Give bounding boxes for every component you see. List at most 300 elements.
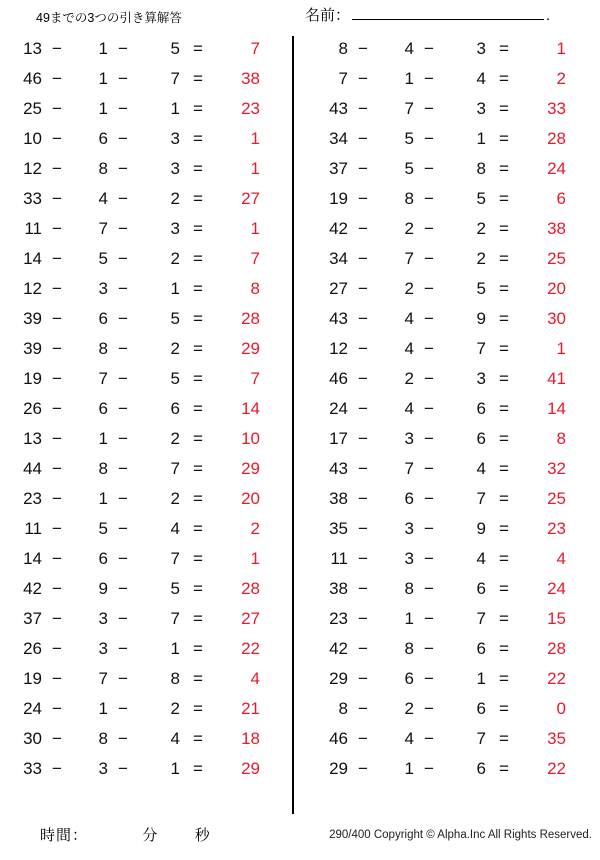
minus-icon: − [52,129,62,148]
minus-icon: − [358,429,368,448]
minus-icon: − [358,579,368,598]
problem-row [0,274,292,304]
minus-icon: − [358,639,368,658]
answer-value: 32 [547,459,566,478]
equals-icon: = [193,429,203,448]
equals-icon: = [193,129,203,148]
equals-icon: = [499,609,509,628]
problem-row [0,514,292,544]
operand-2: 1 [98,99,108,118]
operand-2: 9 [98,579,108,598]
minus-icon: − [118,729,128,748]
minus-icon: − [424,759,434,778]
operand-2: 6 [98,309,108,328]
problem-row [306,634,600,664]
minus-icon: − [424,339,434,358]
time-row [40,824,211,845]
operand-3: 6 [476,579,486,598]
answer-value: 1 [556,339,566,358]
problem-row [306,394,600,424]
operand-2: 4 [404,399,414,418]
operand-1: 29 [329,759,348,778]
operand-1: 38 [329,489,348,508]
operand-1: 13 [23,39,42,58]
operand-3: 1 [170,99,180,118]
problem-row [0,94,292,124]
minus-icon: − [358,309,368,328]
minus-icon: − [118,249,128,268]
minus-icon: − [52,489,62,508]
problem-row [306,184,600,214]
equals-icon: = [499,219,509,238]
equals-icon: = [193,369,203,388]
operand-3: 7 [170,549,180,568]
operand-3: 5 [476,189,486,208]
minus-icon: − [424,549,434,568]
minus-icon: − [118,339,128,358]
equals-icon: = [499,699,509,718]
equals-icon: = [193,489,203,508]
operand-1: 11 [24,519,42,538]
answer-value: 41 [547,369,566,388]
operand-1: 35 [329,519,348,538]
minus-icon: − [118,519,128,538]
operand-1: 43 [329,309,348,328]
operand-2: 4 [404,309,414,328]
minus-icon: − [358,129,368,148]
operand-3: 5 [170,309,180,328]
operand-3: 6 [476,399,486,418]
equals-icon: = [193,609,203,628]
minus-icon: − [118,39,128,58]
minus-icon: − [424,699,434,718]
problem-row [306,94,600,124]
answer-value: 4 [250,669,260,688]
equals-icon: = [193,99,203,118]
operand-2: 1 [404,759,414,778]
operand-3: 6 [476,699,486,718]
minus-icon: − [424,219,434,238]
operand-3: 1 [476,129,486,148]
operand-2: 6 [98,129,108,148]
operand-1: 8 [338,39,348,58]
minus-icon: − [52,99,62,118]
operand-2: 5 [98,249,108,268]
minus-icon: − [424,489,434,508]
minus-icon: − [118,309,128,328]
operand-1: 23 [329,609,348,628]
minus-icon: − [52,699,62,718]
operand-3: 6 [476,429,486,448]
name-input-line[interactable] [352,5,544,20]
equals-icon: = [499,669,509,688]
minus-icon: − [424,189,434,208]
equals-icon: = [193,519,203,538]
operand-2: 8 [98,339,108,358]
minus-icon: − [424,69,434,88]
operand-3: 3 [170,219,180,238]
equals-icon: = [499,429,509,448]
minus-icon: − [358,459,368,478]
answer-value: 20 [547,279,566,298]
equals-icon: = [193,729,203,748]
problem-row [0,334,292,364]
answer-value: 1 [250,219,260,238]
minus-icon: − [118,429,128,448]
operand-1: 27 [329,279,348,298]
minus-icon: − [424,429,434,448]
operand-2: 4 [98,189,108,208]
minus-icon: − [424,369,434,388]
answer-value: 33 [547,99,566,118]
minus-icon: − [118,639,128,658]
minus-icon: − [424,609,434,628]
operand-2: 3 [98,609,108,628]
minus-icon: − [424,519,434,538]
operand-1: 25 [23,99,42,118]
equals-icon: = [193,399,203,418]
answer-value: 22 [547,669,566,688]
answer-value: 23 [547,519,566,538]
operand-2: 3 [98,639,108,658]
problem-row [0,664,292,694]
minus-icon: − [424,39,434,58]
operand-3: 6 [170,399,180,418]
answer-value: 35 [547,729,566,748]
minus-icon: − [424,249,434,268]
operand-1: 46 [329,369,348,388]
operand-1: 11 [24,219,42,238]
operand-3: 3 [476,369,486,388]
problem-row [306,154,600,184]
name-label: 名前 [305,7,336,24]
problem-row [0,154,292,184]
operand-2: 3 [404,519,414,538]
operand-2: 7 [404,459,414,478]
equals-icon: = [193,669,203,688]
operand-2: 4 [404,339,414,358]
problem-row [306,124,600,154]
operand-3: 4 [476,69,486,88]
minus-icon: − [424,129,434,148]
operand-2: 2 [404,699,414,718]
operand-3: 3 [170,129,180,148]
equals-icon: = [193,219,203,238]
operand-3: 6 [476,759,486,778]
minus-icon: − [52,729,62,748]
problem-row [0,244,292,274]
problem-row [306,334,600,364]
minus-icon: − [424,639,434,658]
operand-3: 2 [476,249,486,268]
operand-1: 39 [23,339,42,358]
problem-row [0,214,292,244]
answer-value: 30 [547,309,566,328]
problem-row [0,424,292,454]
operand-1: 37 [23,609,42,628]
minus-icon: − [358,729,368,748]
operand-2: 1 [404,609,414,628]
operand-3: 2 [170,699,180,718]
minus-icon: − [52,69,62,88]
operand-3: 1 [476,669,486,688]
minus-icon: − [358,99,368,118]
operand-2: 3 [98,759,108,778]
operand-1: 19 [23,369,42,388]
operand-1: 13 [23,429,42,448]
operand-2: 6 [404,669,414,688]
operand-3: 4 [170,729,180,748]
minus-icon: − [358,339,368,358]
answer-value: 14 [547,399,566,418]
operand-1: 39 [23,309,42,328]
operand-3: 5 [170,369,180,388]
minus-icon: − [52,669,62,688]
operand-2: 7 [98,219,108,238]
equals-icon: = [499,549,509,568]
operand-2: 1 [98,69,108,88]
answer-value: 4 [556,549,566,568]
problem-row [306,724,600,754]
answer-value: 23 [241,99,260,118]
operand-2: 6 [98,399,108,418]
problem-row [0,394,292,424]
minus-icon: − [118,369,128,388]
operand-1: 24 [23,699,42,718]
operand-1: 29 [329,669,348,688]
minus-icon: − [358,189,368,208]
equals-icon: = [499,279,509,298]
operand-1: 19 [23,669,42,688]
problem-row [0,184,292,214]
problem-row [0,694,292,724]
minus-icon: − [52,249,62,268]
minus-icon: − [358,159,368,178]
equals-icon: = [499,639,509,658]
operand-1: 44 [23,459,42,478]
operand-2: 8 [404,189,414,208]
operand-3: 5 [170,39,180,58]
equals-icon: = [193,309,203,328]
seconds-unit: 秒 [194,827,211,844]
problem-row [306,484,600,514]
minus-icon: − [358,39,368,58]
problem-row [306,454,600,484]
problem-row [306,694,600,724]
answer-value: 8 [556,429,566,448]
answer-value: 1 [250,129,260,148]
operand-3: 7 [476,339,486,358]
minus-icon: − [358,369,368,388]
operand-1: 42 [329,639,348,658]
minus-icon: − [424,669,434,688]
operand-2: 3 [404,429,414,448]
operand-2: 3 [98,279,108,298]
minus-icon: − [52,309,62,328]
operand-2: 3 [404,549,414,568]
operand-3: 1 [170,279,180,298]
operand-1: 26 [23,399,42,418]
worksheet-footer [0,820,600,860]
operand-2: 7 [404,99,414,118]
answer-value: 29 [241,759,260,778]
name-field-area [305,4,550,25]
page-title: 49までの3つの引き算解答 [36,11,182,25]
answer-value: 27 [241,189,260,208]
answer-value: 15 [547,609,566,628]
minus-icon: − [424,729,434,748]
minus-icon: − [118,759,128,778]
answer-value: 25 [547,489,566,508]
problem-row [0,64,292,94]
minus-icon: − [52,219,62,238]
minus-icon: − [358,489,368,508]
column-divider [292,36,294,814]
operand-2: 8 [404,639,414,658]
problem-row [306,574,600,604]
problem-row [306,34,600,64]
operand-2: 8 [98,159,108,178]
equals-icon: = [193,639,203,658]
answer-value: 7 [250,249,260,268]
answer-value: 24 [547,159,566,178]
equals-icon: = [499,69,509,88]
equals-icon: = [193,549,203,568]
answer-value: 14 [241,399,260,418]
answer-value: 8 [250,279,260,298]
operand-3: 8 [170,669,180,688]
operand-2: 1 [98,489,108,508]
equals-icon: = [193,339,203,358]
problem-row [0,454,292,484]
operand-1: 33 [23,189,42,208]
operand-3: 5 [170,579,180,598]
operand-2: 5 [404,129,414,148]
problem-row [0,544,292,574]
equals-icon: = [499,579,509,598]
operand-2: 6 [98,549,108,568]
operand-3: 2 [170,489,180,508]
minus-icon: − [52,279,62,298]
problem-row [0,634,292,664]
operand-1: 30 [23,729,42,748]
operand-3: 2 [170,339,180,358]
operand-3: 4 [476,459,486,478]
minus-icon: − [52,369,62,388]
operand-2: 7 [98,369,108,388]
operand-2: 1 [404,69,414,88]
answer-value: 1 [250,159,260,178]
problem-row [306,274,600,304]
operand-3: 2 [170,189,180,208]
operand-3: 7 [170,69,180,88]
minus-icon: − [52,609,62,628]
answer-value: 7 [250,39,260,58]
problem-row [306,244,600,274]
minus-icon: − [424,99,434,118]
equals-icon: = [193,279,203,298]
operand-3: 7 [476,729,486,748]
operand-3: 6 [476,639,486,658]
answer-value: 22 [241,639,260,658]
operand-1: 43 [329,99,348,118]
minus-icon: − [424,579,434,598]
answer-value: 1 [556,39,566,58]
equals-icon: = [193,159,203,178]
answer-value: 18 [241,729,260,748]
problem-row [0,604,292,634]
minus-icon: − [424,279,434,298]
operand-2: 2 [404,369,414,388]
minus-icon: − [52,519,62,538]
operand-2: 7 [404,249,414,268]
equals-icon: = [193,39,203,58]
equals-icon: = [499,39,509,58]
worksheet-header [0,0,600,30]
operand-1: 11 [330,549,348,568]
problem-column-left [0,30,292,784]
operand-1: 34 [329,129,348,148]
minus-icon: − [118,699,128,718]
operand-1: 12 [23,279,42,298]
equals-icon: = [499,99,509,118]
operand-1: 34 [329,249,348,268]
operand-1: 14 [23,249,42,268]
equals-icon: = [499,249,509,268]
operand-2: 8 [98,459,108,478]
answer-value: 2 [556,69,566,88]
equals-icon: = [193,189,203,208]
operand-1: 14 [23,549,42,568]
answer-value: 10 [241,429,260,448]
minus-icon: − [52,399,62,418]
answer-value: 28 [547,639,566,658]
answer-value: 28 [547,129,566,148]
minus-icon: − [118,279,128,298]
minus-icon: − [52,429,62,448]
operand-3: 1 [170,639,180,658]
operand-1: 43 [329,459,348,478]
answer-value: 21 [241,699,260,718]
operand-2: 7 [98,669,108,688]
operand-3: 9 [476,309,486,328]
name-period: . [546,7,551,24]
equals-icon: = [499,489,509,508]
operand-1: 17 [329,429,348,448]
operand-2: 1 [98,429,108,448]
operand-3: 1 [170,759,180,778]
problem-row [306,544,600,574]
equals-icon: = [499,369,509,388]
minus-icon: − [358,669,368,688]
answer-value: 38 [547,219,566,238]
operand-2: 6 [404,489,414,508]
problem-row [0,34,292,64]
answer-value: 0 [556,699,566,718]
problems-body [0,30,600,820]
minutes-unit: 分 [142,827,159,844]
operand-3: 3 [170,159,180,178]
operand-1: 33 [23,759,42,778]
operand-3: 9 [476,519,486,538]
answer-value: 2 [250,519,260,538]
operand-3: 7 [476,609,486,628]
problem-row [306,424,600,454]
minus-icon: − [358,399,368,418]
equals-icon: = [499,159,509,178]
problem-row [0,574,292,604]
minus-icon: − [424,309,434,328]
